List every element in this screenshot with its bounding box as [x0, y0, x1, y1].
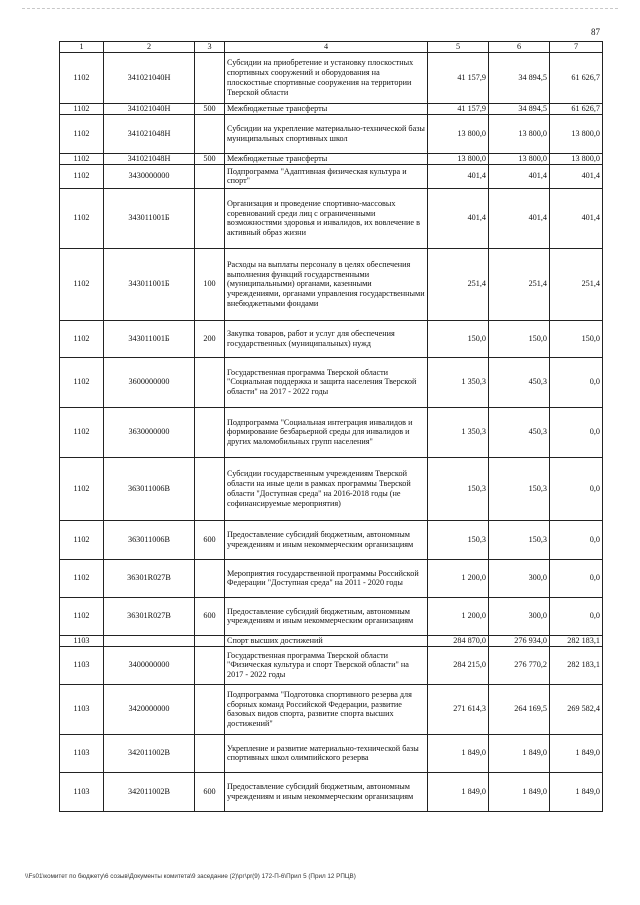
- table-row: [60, 684, 603, 734]
- expense-type: [195, 734, 225, 772]
- target-article: 341021048Н: [104, 153, 195, 164]
- amount-col7: 1 849,0: [550, 734, 603, 772]
- amount-col6: 13 800,0: [489, 114, 550, 153]
- amount-col5: 1 350,3: [428, 357, 489, 407]
- amount-col5: 1 200,0: [428, 559, 489, 597]
- section-code: 1103: [60, 684, 104, 734]
- amount-col6: 150,3: [489, 457, 550, 520]
- expense-type: [195, 646, 225, 684]
- section-code: 1103: [60, 734, 104, 772]
- amount-col5: 401,4: [428, 164, 489, 188]
- amount-col7: 0,0: [550, 597, 603, 635]
- amount-col6: 1 849,0: [489, 734, 550, 772]
- amount-col6: 450,3: [489, 407, 550, 457]
- table-row: [60, 320, 603, 357]
- item-name: Субсидии на укрепление материально-технической базы муниципальных спортивных школ: [225, 114, 428, 153]
- section-code: 1102: [60, 164, 104, 188]
- amount-col5: 1 200,0: [428, 597, 489, 635]
- amount-col6: 276 934,0: [489, 635, 550, 646]
- amount-col5: 41 157,9: [428, 52, 489, 103]
- amount-col6: 150,3: [489, 520, 550, 559]
- amount-col5: 1 849,0: [428, 772, 489, 811]
- section-code: 1102: [60, 559, 104, 597]
- amount-col5: 251,4: [428, 248, 489, 320]
- amount-col5: 13 800,0: [428, 114, 489, 153]
- expense-type: [195, 164, 225, 188]
- target-article: 341021048Н: [104, 114, 195, 153]
- amount-col5: 1 350,3: [428, 407, 489, 457]
- table-row: [60, 520, 603, 559]
- amount-col7: 61 626,7: [550, 103, 603, 114]
- item-name: Организация и проведение спортивно-массовых соревнований среди лиц с ограниченными возможностями здоровья и инвалидов, их вовлечение в активный образ жизни: [225, 188, 428, 248]
- target-article: 341021040Н: [104, 52, 195, 103]
- section-code: 1102: [60, 153, 104, 164]
- amount-col5: 150,0: [428, 320, 489, 357]
- amount-col5: 284 215,0: [428, 646, 489, 684]
- col-header-2: 2: [104, 42, 195, 53]
- col-header-7: 7: [550, 42, 603, 53]
- expense-type: 100: [195, 248, 225, 320]
- amount-col6: 450,3: [489, 357, 550, 407]
- amount-col6: 276 770,2: [489, 646, 550, 684]
- table-row: [60, 407, 603, 457]
- col-header-6: 6: [489, 42, 550, 53]
- expense-type: [195, 188, 225, 248]
- target-article: 343011001Б: [104, 248, 195, 320]
- col-header-4: 4: [225, 42, 428, 53]
- item-name: Межбюджетные трансферты: [225, 153, 428, 164]
- amount-col5: 284 870,0: [428, 635, 489, 646]
- amount-col6: 251,4: [489, 248, 550, 320]
- page-number: 87: [591, 27, 600, 37]
- table-row: [60, 772, 603, 811]
- table-row: [60, 457, 603, 520]
- item-name: Спорт высших достижений: [225, 635, 428, 646]
- col-header-5: 5: [428, 42, 489, 53]
- expense-type: [195, 559, 225, 597]
- col-header-3: 3: [195, 42, 225, 53]
- amount-col7: 282 183,1: [550, 646, 603, 684]
- section-code: 1102: [60, 320, 104, 357]
- table-row: [60, 559, 603, 597]
- section-code: 1102: [60, 357, 104, 407]
- section-code: 1102: [60, 248, 104, 320]
- table-row: [60, 646, 603, 684]
- header-row: [60, 42, 603, 53]
- item-name: Расходы на выплаты персоналу в целях обеспечения выполнения функций государственными (муниципальными) органами, казенными учреждениями, органами управления государственными внебюджетными фондами: [225, 248, 428, 320]
- amount-col7: 401,4: [550, 188, 603, 248]
- table-row: [60, 103, 603, 114]
- target-article: 342011002В: [104, 734, 195, 772]
- section-code: 1102: [60, 103, 104, 114]
- expense-type: [195, 457, 225, 520]
- table-row: [60, 188, 603, 248]
- target-article: 363011006В: [104, 520, 195, 559]
- expense-type: 600: [195, 597, 225, 635]
- item-name: Подпрограмма "Подготовка спортивного резерва для сборных команд Российской Федерации, развитие базовых видов спорта, развитие спорта высших достижений": [225, 684, 428, 734]
- expense-type: 200: [195, 320, 225, 357]
- expense-type: 600: [195, 772, 225, 811]
- amount-col5: 150,3: [428, 457, 489, 520]
- amount-col6: 264 169,5: [489, 684, 550, 734]
- table-row: [60, 248, 603, 320]
- expense-type: [195, 684, 225, 734]
- item-name: Предоставление субсидий бюджетным, автономным учреждениям и иным некоммерческим организациям: [225, 772, 428, 811]
- amount-col6: 300,0: [489, 597, 550, 635]
- item-name: Субсидии на приобретение и установку плоскостных спортивных сооружений и оборудования на плоскостные спортивные сооружения на территории Тверской области: [225, 52, 428, 103]
- amount-col6: 34 894,5: [489, 52, 550, 103]
- amount-col6: 34 894,5: [489, 103, 550, 114]
- target-article: 3430000000: [104, 164, 195, 188]
- amount-col7: 150,0: [550, 320, 603, 357]
- amount-col7: 269 582,4: [550, 684, 603, 734]
- table-row: [60, 114, 603, 153]
- amount-col7: 401,4: [550, 164, 603, 188]
- expense-type: [195, 407, 225, 457]
- expense-type: [195, 357, 225, 407]
- amount-col7: 282 183,1: [550, 635, 603, 646]
- table-row: [60, 153, 603, 164]
- target-article: 343011001Б: [104, 188, 195, 248]
- table-row: [60, 357, 603, 407]
- section-code: 1102: [60, 188, 104, 248]
- target-article: 341021040Н: [104, 103, 195, 114]
- target-article: 3420000000: [104, 684, 195, 734]
- amount-col7: 0,0: [550, 457, 603, 520]
- expense-type: 500: [195, 103, 225, 114]
- file-path-footer: \\Fs01\комитет по бюджету\6 созыв\Документы комитета\9 заседание (2)\рг\pr(9) 172-П-6\Прил 5 (Прил 12 РПЦВ): [25, 873, 356, 880]
- amount-col6: 150,0: [489, 320, 550, 357]
- amount-col6: 1 849,0: [489, 772, 550, 811]
- table-row: [60, 734, 603, 772]
- amount-col7: 251,4: [550, 248, 603, 320]
- col-header-1: 1: [60, 42, 104, 53]
- section-code: 1102: [60, 407, 104, 457]
- target-article: [104, 635, 195, 646]
- amount-col5: 13 800,0: [428, 153, 489, 164]
- section-code: 1102: [60, 52, 104, 103]
- amount-col7: 13 800,0: [550, 153, 603, 164]
- target-article: 3630000000: [104, 407, 195, 457]
- target-article: 36301R027В: [104, 559, 195, 597]
- table-row: [60, 597, 603, 635]
- scan-top-edge: [22, 8, 618, 9]
- amount-col6: 13 800,0: [489, 153, 550, 164]
- amount-col5: 150,3: [428, 520, 489, 559]
- amount-col6: 300,0: [489, 559, 550, 597]
- amount-col6: 401,4: [489, 164, 550, 188]
- target-article: 363011006В: [104, 457, 195, 520]
- table-row: [60, 635, 603, 646]
- item-name: Подпрограмма "Социальная интеграция инвалидов и формирование безбарьерной среды для инвалидов и других маломобильных групп населения": [225, 407, 428, 457]
- section-code: 1102: [60, 520, 104, 559]
- amount-col5: 401,4: [428, 188, 489, 248]
- amount-col7: 13 800,0: [550, 114, 603, 153]
- amount-col6: 401,4: [489, 188, 550, 248]
- amount-col7: 0,0: [550, 559, 603, 597]
- item-name: Предоставление субсидий бюджетным, автономным учреждениям и иным некоммерческим организациям: [225, 597, 428, 635]
- target-article: 3400000000: [104, 646, 195, 684]
- item-name: Укрепление и развитие материально-технической базы спортивных школ олимпийского резерва: [225, 734, 428, 772]
- expense-type: [195, 114, 225, 153]
- expense-type: 600: [195, 520, 225, 559]
- table-row: [60, 164, 603, 188]
- item-name: Субсидии государственным учреждениям Тверской области на иные цели в рамках программы Тверской области "Доступная среда" на 2016-2018 годы (не софинансируемые мероприятия): [225, 457, 428, 520]
- amount-col7: 0,0: [550, 357, 603, 407]
- target-article: 36301R027В: [104, 597, 195, 635]
- section-code: 1103: [60, 635, 104, 646]
- budget-table: [59, 41, 603, 812]
- item-name: Межбюджетные трансферты: [225, 103, 428, 114]
- section-code: 1103: [60, 646, 104, 684]
- table-row: [60, 52, 603, 103]
- amount-col5: 1 849,0: [428, 734, 489, 772]
- amount-col7: 0,0: [550, 520, 603, 559]
- item-name: Предоставление субсидий бюджетным, автономным учреждениям и иным некоммерческим организациям: [225, 520, 428, 559]
- target-article: 3600000000: [104, 357, 195, 407]
- expense-type: [195, 52, 225, 103]
- target-article: 342011002В: [104, 772, 195, 811]
- amount-col5: 271 614,3: [428, 684, 489, 734]
- expense-type: 500: [195, 153, 225, 164]
- amount-col7: 0,0: [550, 407, 603, 457]
- target-article: 343011001Б: [104, 320, 195, 357]
- item-name: Мероприятия государственной программы Российской Федерации "Доступная среда" на 2011 - 2020 годы: [225, 559, 428, 597]
- section-code: 1102: [60, 597, 104, 635]
- section-code: 1102: [60, 457, 104, 520]
- item-name: Подпрограмма "Адаптивная физическая культура и спорт": [225, 164, 428, 188]
- item-name: Государственная программа Тверской области "Социальная поддержка и защита населения Тверской области" на 2017 - 2022 годы: [225, 357, 428, 407]
- expense-type: [195, 635, 225, 646]
- section-code: 1102: [60, 114, 104, 153]
- item-name: Закупка товаров, работ и услуг для обеспечения государственных (муниципальных) нужд: [225, 320, 428, 357]
- item-name: Государственная программа Тверской области "Физическая культура и спорт Тверской области" на 2017 - 2022 годы: [225, 646, 428, 684]
- amount-col7: 1 849,0: [550, 772, 603, 811]
- section-code: 1103: [60, 772, 104, 811]
- amount-col5: 41 157,9: [428, 103, 489, 114]
- amount-col7: 61 626,7: [550, 52, 603, 103]
